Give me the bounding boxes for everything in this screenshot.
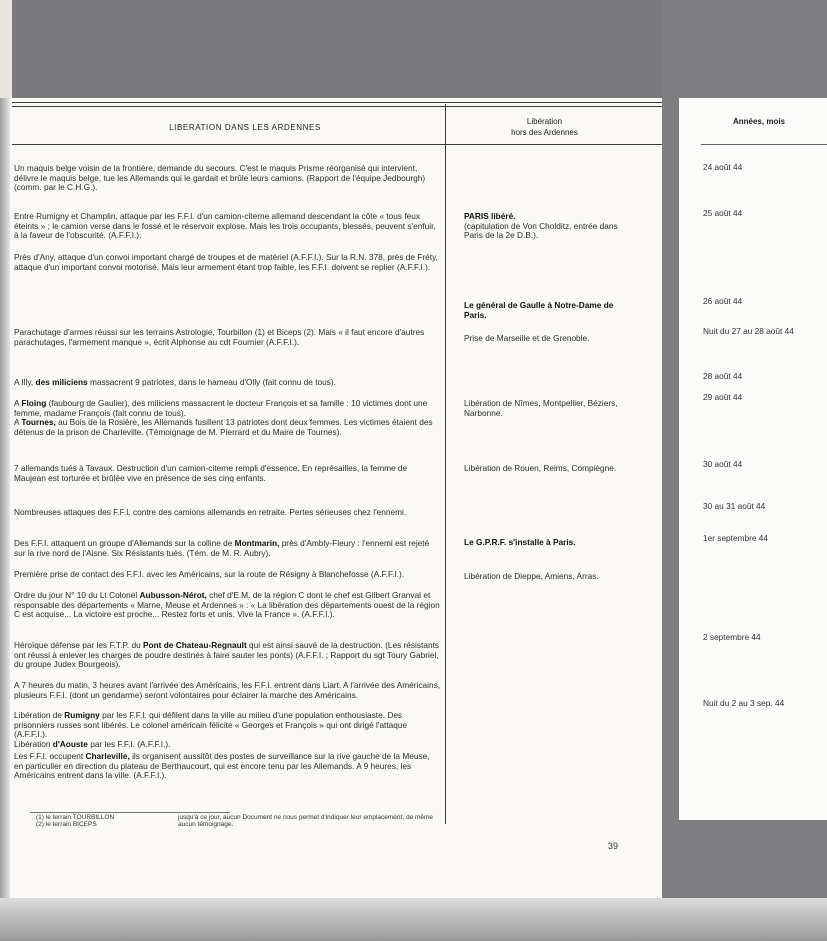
paragraph: Parachutage d'armes réussi sur les terrains Astrologie, Tourbillon (1) et Biceps (2). Mais « il faut encore d'autres parachutages, l'armement manque », écrit Alphonse au cdt Fournier (A.F.F.I.). xyxy=(14,327,425,347)
header-bottom-rule xyxy=(12,144,662,145)
paragraph: 7 allemands tués à Tavaux. Destruction d'un camion-citerne rempli d'essence. En représailles, la femme de Maujean est torturée et brûlée vive en présence de ses cinq enfants. xyxy=(14,463,408,483)
header-top-rule-2 xyxy=(12,106,662,107)
paragraph: A 7 heures du matin, 3 heures avant l'arrivée des Américains, les F.F.I. entrent dans Liart. A l'arrivée des Américains, plusieurs F.F.I. (dont un gendarme) seront volontaires pour éclairer la marche des Américains. xyxy=(14,680,441,700)
middle-entry: PARIS libéré. (capitulation de Von Cholditz, entrée dans Paris de la 2e D.B.). xyxy=(464,211,618,241)
paragraph: Ordre du jour N° 10 du Lt Colonel Aubusson-Nérot, chef d'E.M. de la région C dont le chef est Gilbert Granval et responsable des départements « Marne, Meuse et Ardennes » : « La libération des départements ouest de la région C est acquise... La victoire est proche... Restez forts et unis. Vive la France ». (A.F.F.I.). xyxy=(14,590,440,620)
date-entry: 26 août 44 xyxy=(703,296,743,306)
column-divider xyxy=(445,104,446,824)
middle-column-header-line1: Libération xyxy=(526,117,563,126)
paragraph: Héroïque défense par les F.T.P. du Pont de Chateau-Regnault qui est ainsi sauvé de la destruction. (Les résistants ont réussi à enlever les charges de poudre destinés à faire sauter les ponts) (A.F.F.I. ; Rapport du sgt Toury Gabriel, du groupe Judex Bourgeois). xyxy=(14,640,440,670)
middle-entry: Le général de Gaulle à Notre-Dame de Paris. xyxy=(464,300,614,320)
paragraph: A Illy, des miliciens massacrent 9 patriotes, dans le hameau d'Olly (fait connu de tous). xyxy=(14,377,336,387)
date-entry: 29 août 44 xyxy=(703,392,743,402)
footnote-note: jusqu'à ce jour, aucun Document ne nous permet d'indiquer leur emplacement, de même aucun témoignage. xyxy=(178,814,434,828)
date-entry: Nuit du 2 au 3 sep. 44 xyxy=(703,698,785,708)
middle-entry: Libération de Dieppe, Amiens, Arras. xyxy=(464,571,599,581)
dates-header-rule xyxy=(701,144,827,145)
middle-column-header-line2: hors des Ardennes xyxy=(511,128,578,137)
book-page xyxy=(0,98,662,898)
scan-background-bottom xyxy=(0,898,827,941)
paragraph: Libération de Rumigny par les F.F.I. qui défilent dans la ville au milieu d'une population enthousiaste. Des prisonniers russes sont libérés. Le colonel américain félicite « Georges et François » qui ont dirigé l'attaque (A.F.F.I.). xyxy=(14,710,408,740)
footnote-2: (2) le terrain BICEPS xyxy=(36,821,97,828)
middle-entry: Prise de Marseille et de Grenoble. xyxy=(464,333,590,343)
date-entry: 2 septembre 44 xyxy=(703,632,761,642)
paragraph: Première prise de contact des F.F.I. avec les Américains, sur la route de Résigny à Blanchefosse (A.F.F.I.). xyxy=(14,569,405,579)
date-entry: 25 août 44 xyxy=(703,208,743,218)
date-entry: 30 août 44 xyxy=(703,459,743,469)
footnote-1: (1) le terrain TOURBILLON xyxy=(36,814,115,821)
date-entry: 1er septembre 44 xyxy=(703,533,769,543)
main-column-header: LIBERATION DANS LES ARDENNES xyxy=(169,123,321,132)
date-entry: 24 août 44 xyxy=(703,162,743,172)
header-top-rule xyxy=(12,102,662,103)
footnote-rule xyxy=(30,812,230,813)
dates-column-header: Années, mois xyxy=(732,117,785,126)
middle-entry: Le G.P.R.F. s'installe à Paris. xyxy=(464,537,576,547)
paragraph: A Floing (faubourg de Gaulier), des miliciens massacrent le docteur François et sa famille : 10 victimes dont une femme, madame François (fait connu de tous). xyxy=(14,398,428,418)
paragraph: Près d'Any, attaque d'un convoi important chargé de troupes et de matériel (A.F.F.I.). Sur la R.N. 378, près de Fréty, attaque d'un important convoi motorisé. Mais leur armement étant trop faible, les F.F.I. doivent se replier (A.F.F.I.). xyxy=(14,252,438,272)
paragraph: Les F.F.I. occupent Charleville, ils organisent aussitôt des postes de surveillance sur la rive gauche de la Meuse, en particulier en direction du plateau de Berthaucourt, qui est encore tenu par les Allemands. A 9 heures, les Américains entrent dans la ville. (A.F.F.I.). xyxy=(14,751,430,781)
paragraph: Un maquis belge voisin de la frontière, demande du secours. C'est le maquis Prisme réorganisé qui intervient, délivre le maquis belge, tue les Allemands qui le gardait et brûle leurs camions. (Rapport de l'équipe Jedbourgh) (comm. par le C.H.G.). xyxy=(14,163,426,193)
middle-entry: Libération de Rouen, Reims, Compiègne. xyxy=(464,463,617,473)
page-number: 39 xyxy=(608,841,619,851)
date-entry: 28 août 44 xyxy=(703,371,743,381)
date-entry: Nuit du 27 au 28 août 44 xyxy=(703,326,794,336)
paragraph: Entre Rumigny et Champlin, attaque par les F.F.I. d'un camion-citerne allemand descendant la côte « tous feux éteints » ; le camion verse dans le fossé et le réservoir explose. Mais les trois occupants, blessés, peuvent s'enfuir, à la faveur de l'obscurité. (A.F.F.I.). xyxy=(14,211,436,241)
dates-column xyxy=(679,98,827,820)
middle-entry: Libération de Nîmes, Montpellier, Béziers, Narbonne. xyxy=(464,398,618,418)
paragraph: A Tournes, au Bois de la Rosière, les Allemands fusillent 13 patriotes dont deux femmes. Les victimes étaient des détenus de la prison de Charleville. (Témoignage de M. Pierrard et du Maire de Tournes). xyxy=(14,417,433,437)
paragraph: Des F.F.I. attaquent un groupe d'Allemands sur la colline de Montmarin, près d'Ambly-Fleury : l'ennemi est rejeté sur la rive nord de l'Aisne. Six Résistants tués. (Tém. de M. R. Aubry). xyxy=(14,538,430,558)
paragraph: Libération d'Aouste par les F.F.I. (A.F.F.I.). xyxy=(14,739,171,749)
paragraph: Nombreuses attaques des F.F.I. contre des camions allemands en retraite. Pertes sérieuses chez l'ennemi. xyxy=(14,507,407,517)
date-entry: 30 au 31 août 44 xyxy=(703,501,766,511)
